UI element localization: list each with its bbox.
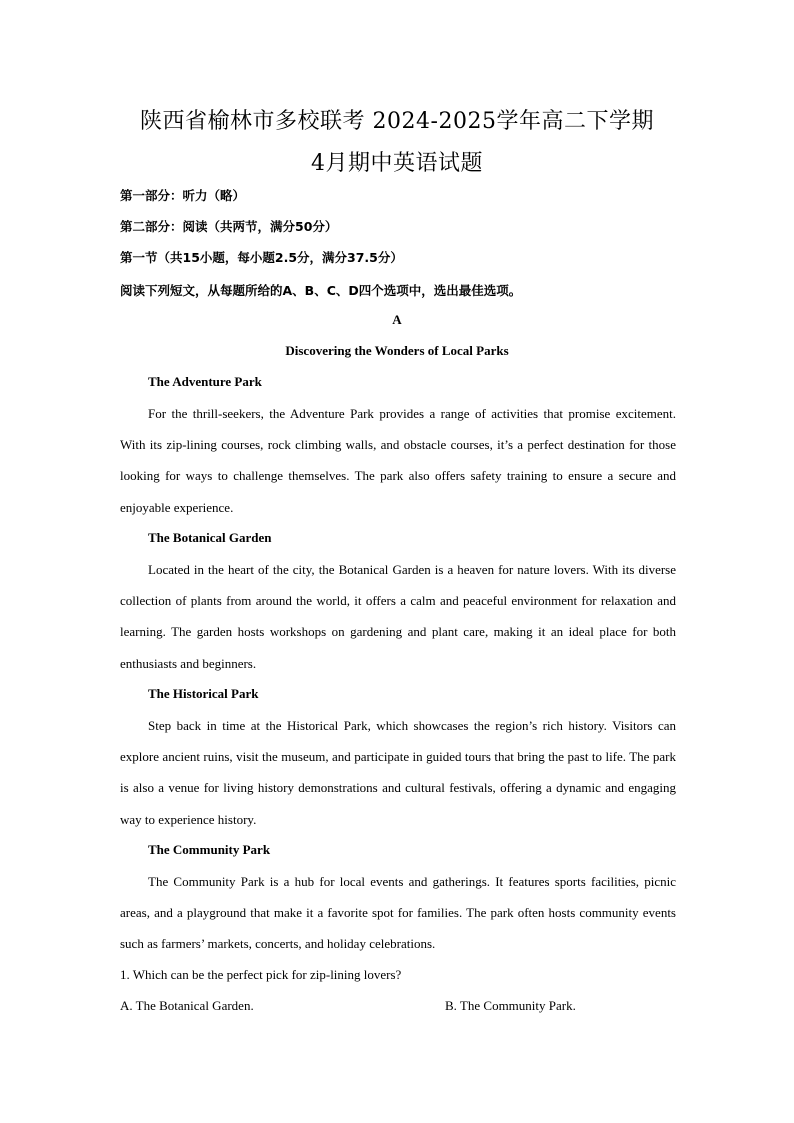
section1-heading: 第一节（共15小题，每小题2.5分，满分37.5分） [120,250,403,265]
question-1-option-b: B. The Community Park. [445,998,576,1013]
park-heading-historical: The Historical Park [148,686,259,701]
park-paragraph-adventure: For the thrill-seekers, the Adventure Park provides a range of activities that promise excitement. With its zip-lining courses, rock climbing walls, and obstacle courses, it’s a perfect destination for those looking for ways to challenge themselves. The park also offers safety training to ensure a secure and enjoyable experience. [120,406,676,515]
question-1-text: 1. Which can be the perfect pick for zip-lining lovers? [120,967,402,982]
park-heading-community: The Community Park [148,842,271,857]
park-paragraph-botanical: Located in the heart of the city, the Botanical Garden is a heaven for nature lovers. With its diverse collection of plants from around the world, it offers a calm and peaceful environment for relaxation and learning. The garden hosts workshops on gardening and plant care, making it an ideal place for both enthusiasts and beginners. [120,562,676,671]
question-1-option-a: A. The Botanical Garden. [120,998,254,1013]
park-paragraph-community: The Community Park is a hub for local events and gatherings. It features sports facilities, picnic areas, and a playground that make it a favorite spot for families. The park often hosts community events such as farmers’ markets, concerts, and holiday celebrations. [120,874,676,952]
park-heading-adventure: The Adventure Park [148,374,262,389]
park-heading-botanical: The Botanical Garden [148,530,272,545]
passage-label: A [392,312,402,327]
part2-heading: 第二部分：阅读（共两节，满分50分） [120,219,338,234]
exam-title-line2: 4月期中英语试题 [311,151,483,176]
part1-heading: 第一部分：听力（略） [120,188,246,203]
passage-title: Discovering the Wonders of Local Parks [285,343,509,358]
park-paragraph-historical: Step back in time at the Historical Park, which showcases the region’s rich history. Visitors can explore ancient ruins, visit the museum, and participate in guided tours that bring the past to life. The park is also a venue for living history demonstrations and cultural festivals, offering a dynamic and engaging way to experience history. [120,718,676,827]
exam-title-line1: 陕西省榆林市多校联考 2024-2025学年高二下学期 [140,109,654,134]
reading-instruction: 阅读下列短文，从每题所给的A、B、C、D四个选项中，选出最佳选项。 [120,283,522,298]
